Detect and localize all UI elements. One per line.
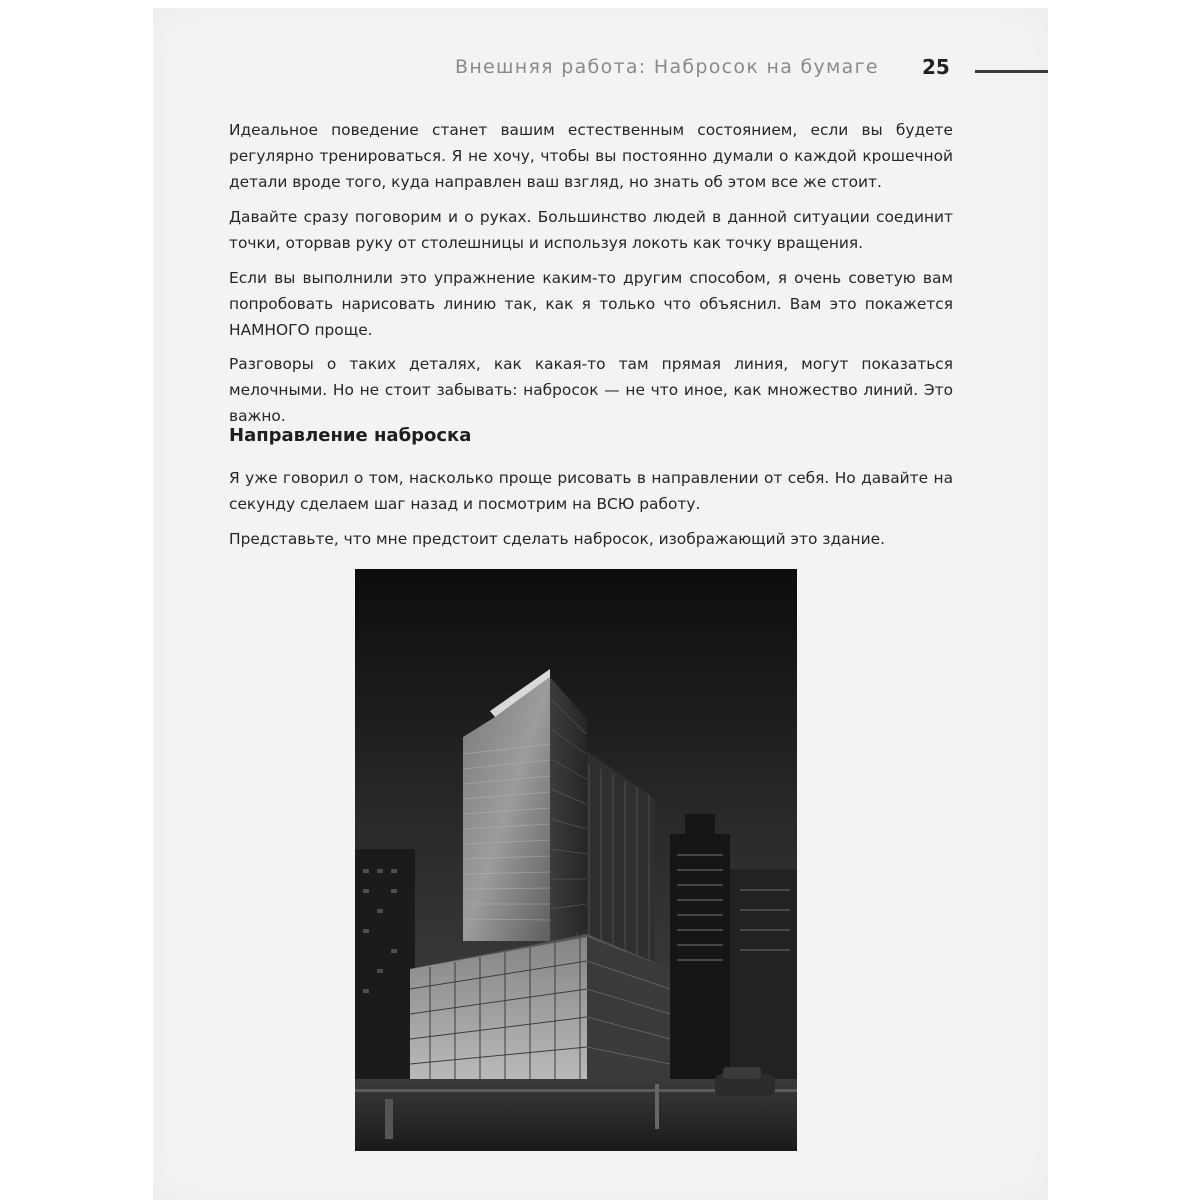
running-title: Внешняя работа: Набросок на бумаге — [455, 56, 879, 78]
paragraph-2: Давайте сразу поговорим и о руках. Большинство людей в данной ситуации соединит точки, оторвав руку от столешницы и используя локоть как точку вращения. — [229, 208, 953, 252]
paragraph-4: Разговоры о таких деталях, как какая-то там прямая линия, могут показаться мелочными. Но не стоит забывать: набросок — не что иное, как множество линий. Это важно. — [229, 355, 953, 425]
section-heading: Направление наброска — [229, 425, 472, 446]
page-number: 25 — [922, 55, 950, 79]
building-illustration — [355, 569, 797, 1151]
section-paragraph-1: Я уже говорил о том, насколько проще рисовать в направлении от себя. Но давайте на секунду сделаем шаг назад и посмотрим на ВСЮ работу. — [229, 469, 953, 513]
building-photo — [355, 569, 797, 1151]
section-paragraph-2: Представьте, что мне предстоит сделать набросок, изображающий это здание. — [229, 530, 885, 548]
paragraph-1: Идеальное поведение станет вашим естественным состоянием, если вы будете регулярно тренироваться. Я не хочу, чтобы вы постоянно думали о каждой крошечной детали вроде того, куда направлен ваш взгляд, но знать об этом все же стоит. — [229, 121, 953, 191]
paragraph-3: Если вы выполнили это упражнение каким-то другим способом, я очень советую вам попробовать нарисовать линию так, как я только что объяснил. Вам это покажется НАМНОГО проще. — [229, 269, 953, 339]
header-rule — [975, 70, 1048, 73]
